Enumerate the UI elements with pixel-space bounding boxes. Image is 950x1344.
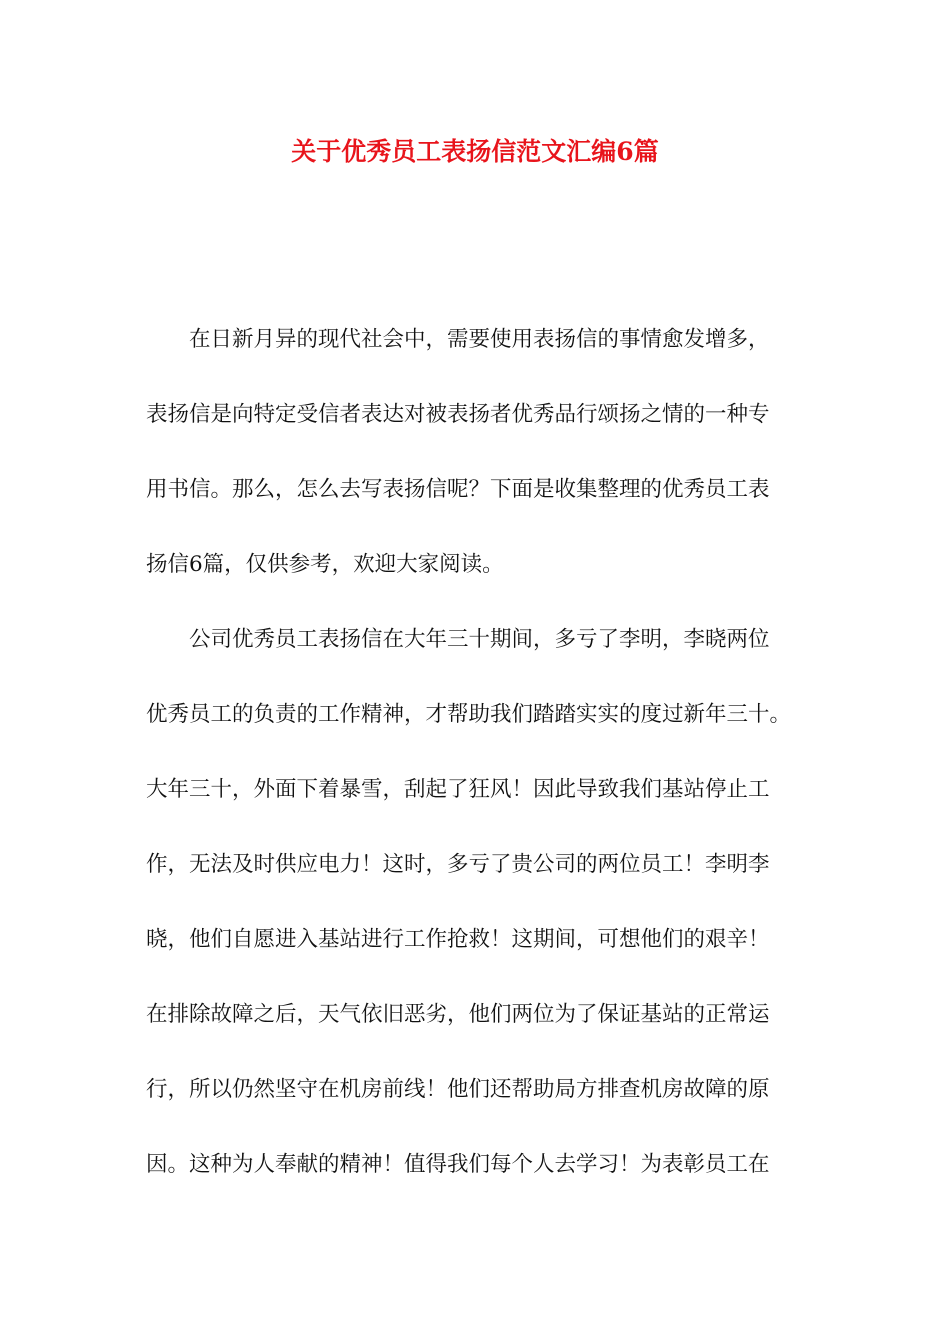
paragraph-line: 扬信6篇，仅供参考，欢迎大家阅读。 [146,552,504,577]
paragraph-line: 晓，他们自愿进入基站进行工作抢救！这期间，可想他们的艰辛！ [146,927,770,952]
paragraph-line: 行，所以仍然坚守在机房前线！他们还帮助局方排查机房故障的原 [146,1077,770,1102]
paragraph-line: 作，无法及时供应电力！这时，多亏了贵公司的两位员工！李明李 [146,852,770,877]
paragraph-line: 优秀员工的负责的工作精神，才帮助我们踏踏实实的度过新年三十。 [146,702,792,727]
paragraph-line: 表扬信是向特定受信者表达对被表扬者优秀品行颂扬之情的一种专 [146,402,770,427]
paragraph-line: 因。这种为人奉献的精神！值得我们每个人去学习！为表彰员工在 [146,1152,770,1177]
document-title: 关于优秀员工表扬信范文汇编6篇 [291,137,659,166]
paragraph-line: 大年三十，外面下着暴雪，刮起了狂风！因此导致我们基站停止工 [146,777,770,802]
paragraph-line: 在排除故障之后，天气依旧恶劣，他们两位为了保证基站的正常运 [146,1002,770,1027]
paragraph-line: 用书信。那么，怎么去写表扬信呢？下面是收集整理的优秀员工表 [146,477,770,502]
paragraph-line: 公司优秀员工表扬信在大年三十期间，多亏了李明，李晓两位 [189,627,770,652]
paragraph-line: 在日新月异的现代社会中，需要使用表扬信的事情愈发增多， [189,327,770,352]
